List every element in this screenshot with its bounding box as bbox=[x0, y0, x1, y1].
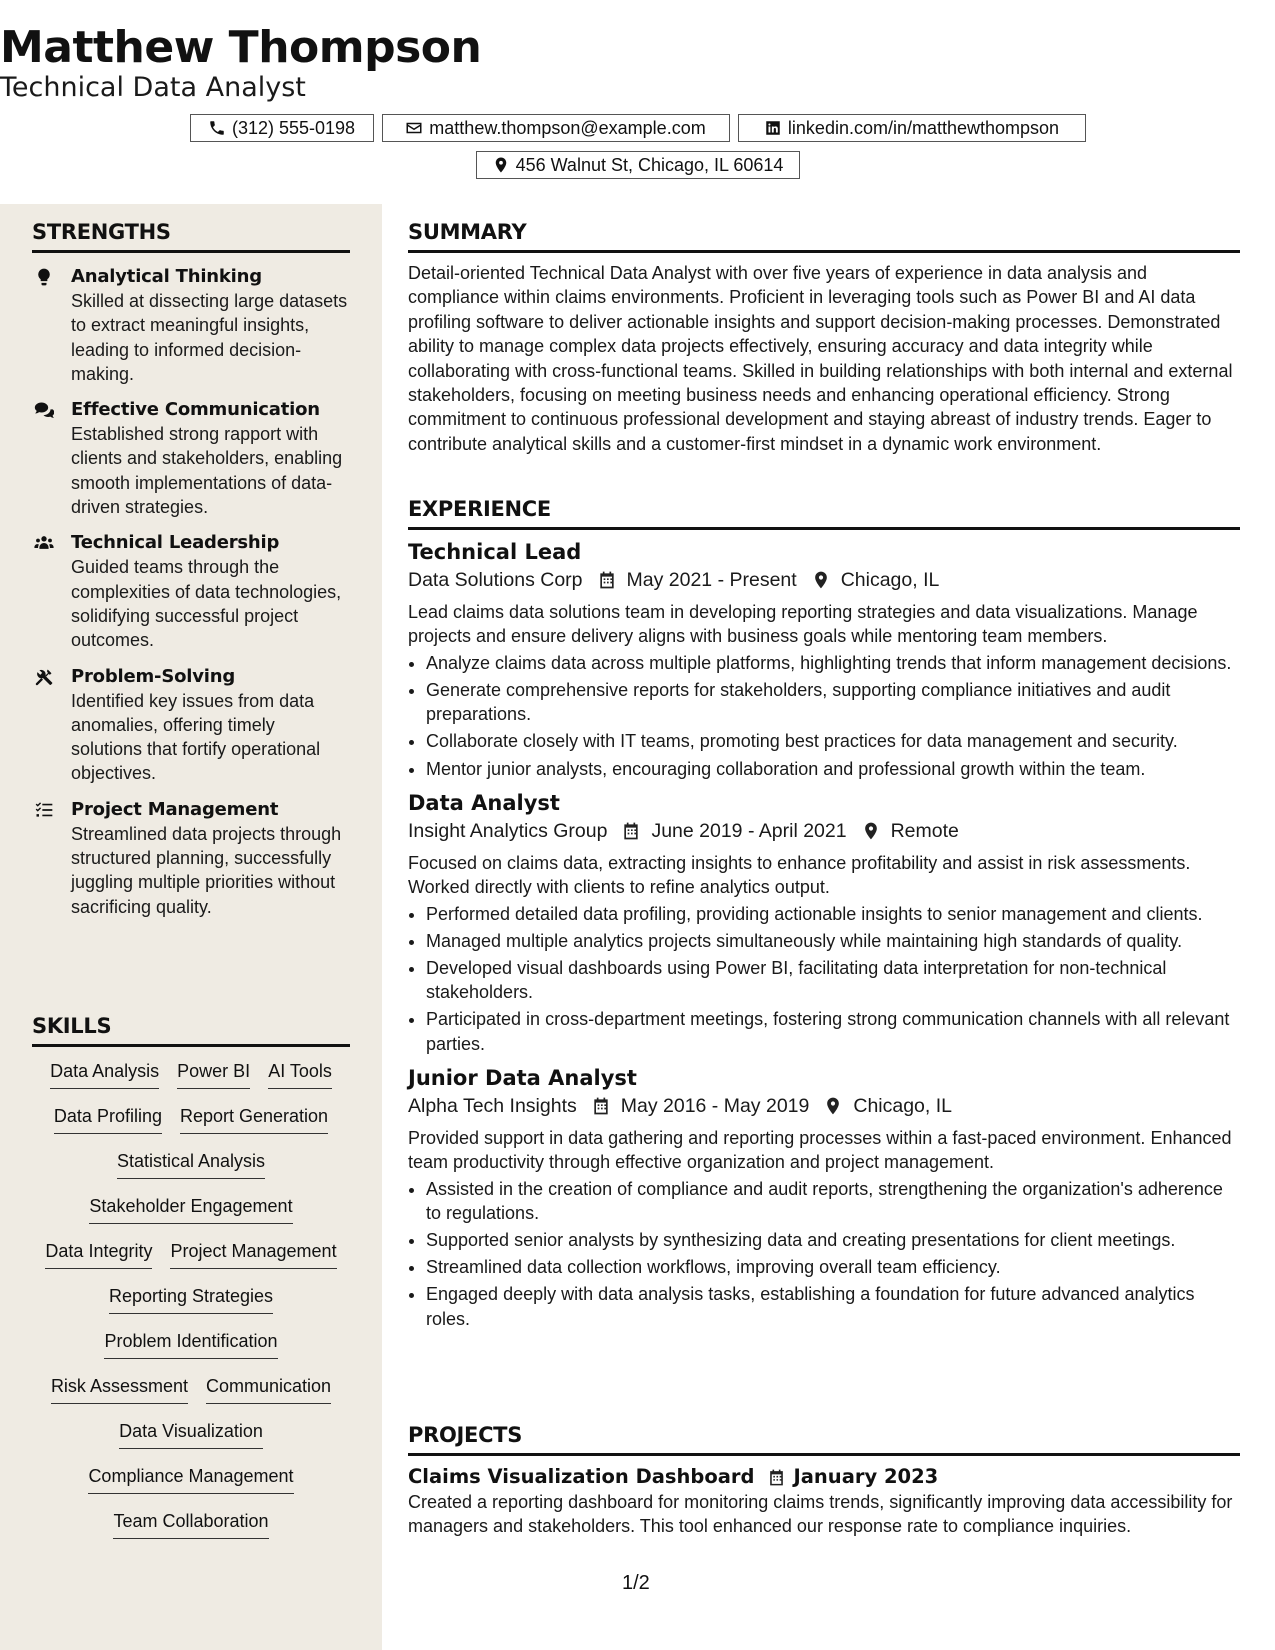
job-bullet: • Analyze claims data across multiple platforms, highlighting trends that inform management decisions. bbox=[426, 651, 1240, 675]
candidate-name: Matthew Thompson bbox=[0, 22, 482, 73]
tasks-icon bbox=[34, 800, 54, 820]
project-header bbox=[408, 1464, 1240, 1490]
users-cog-icon bbox=[34, 533, 54, 553]
job-dates: May 2016 - May 2019 bbox=[620, 1094, 810, 1117]
project-description: Created a reporting dashboard for monitoring claims trends, significantly improving data accessibility for managers and stakeholders. This tool enhanced our response rate to compliance inquiries. bbox=[408, 1492, 1233, 1537]
skill-row bbox=[32, 1059, 350, 1104]
calendar-icon bbox=[591, 1096, 611, 1116]
page-number: 1/2 bbox=[622, 1572, 650, 1594]
skill-tag: AI Tools bbox=[268, 1059, 332, 1089]
skill-tag: Reporting Strategies bbox=[109, 1284, 273, 1314]
strength-description: Guided teams through the complexities of data technologies, solidifying successful project outcomes. bbox=[71, 557, 342, 651]
phone-icon bbox=[208, 119, 226, 137]
strengths-heading: STRENGTHS bbox=[32, 220, 350, 253]
skills-list bbox=[32, 1059, 350, 1554]
job-title: Technical Lead bbox=[408, 540, 582, 564]
job-meta bbox=[408, 817, 1240, 845]
skill-tag: Stakeholder Engagement bbox=[89, 1194, 292, 1224]
project-date: January 2023 bbox=[793, 1465, 939, 1488]
email-text: matthew.thompson@example.com bbox=[429, 117, 706, 138]
strength-title: Effective Communication bbox=[71, 399, 320, 421]
summary-text: Detail-oriented Technical Data Analyst with over five years of experience in data analysis and compliance within claims environments. Proficient in leveraging tools such as Power BI and AI data profiling software to deliver actionable insights and support decision-making processes. Demonstrated ability to manage complex data projects effectively, ensuring accuracy and data integrity while collaborating with cross-functional teams. Skilled in building relationships with both internal and external stakeholders, focusing on meeting business needs and enhancing operational efficiency. Strong commitment to continuous professional development and staying abreast of industry trends. Eager to contribute analytical skills and a customer-first mindset in a dynamic work environment. bbox=[408, 263, 1233, 454]
job-bullet: • Assisted in the creation of compliance and audit reports, strengthening the organization's adherence to regulations. bbox=[426, 1177, 1240, 1225]
skill-row bbox=[32, 1149, 350, 1194]
candidate-title: Technical Data Analyst bbox=[0, 72, 306, 103]
job-bullets bbox=[408, 651, 1240, 781]
job-summary: Lead claims data solutions team in developing reporting strategies and data visualizations. Manage projects and ensure delivery aligns with business goals while mentoring team members. bbox=[408, 602, 1198, 647]
job-dates: May 2021 - Present bbox=[626, 569, 797, 591]
comments-icon bbox=[34, 400, 54, 420]
linkedin-contact[interactable] bbox=[738, 114, 1086, 142]
strength-title: Analytical Thinking bbox=[71, 266, 262, 287]
job-bullet: • Performed detailed data profiling, providing actionable insights to senior management and clients. bbox=[426, 902, 1240, 926]
job-meta bbox=[408, 566, 1240, 594]
job-bullets bbox=[408, 1177, 1240, 1331]
skill-row bbox=[32, 1239, 350, 1284]
strength-description: Established strong rapport with clients and stakeholders, enabling smooth implementations of data-driven strategies. bbox=[71, 424, 343, 518]
job-bullet: • Mentor junior analysts, encouraging collaboration and professional growth within the team. bbox=[426, 757, 1240, 781]
strength-title: Technical Leadership bbox=[71, 532, 280, 554]
strength-description: Identified key issues from data anomalies, offering timely solutions that fortify operational objectives. bbox=[71, 690, 321, 784]
job-location: Chicago, IL bbox=[840, 569, 940, 591]
project-entry bbox=[408, 1464, 1240, 1539]
skill-tag: Problem Identification bbox=[104, 1329, 277, 1359]
company-name: Insight Analytics Group bbox=[408, 819, 608, 842]
company-name: Alpha Tech Insights bbox=[408, 1094, 577, 1117]
summary-section bbox=[408, 220, 1240, 456]
map-marker-icon bbox=[861, 821, 881, 841]
job-entry bbox=[408, 538, 1240, 781]
strength-title: Project Management bbox=[71, 798, 279, 820]
skills-section bbox=[32, 1014, 350, 1554]
skill-row bbox=[32, 1284, 350, 1329]
strength-item bbox=[32, 265, 350, 386]
skill-tag: Data Integrity bbox=[45, 1239, 152, 1269]
tools-icon bbox=[34, 667, 54, 687]
skill-row bbox=[32, 1374, 350, 1419]
job-bullet: • Engaged deeply with data analysis tasks, establishing a foundation for future advanced analytics roles. bbox=[426, 1282, 1240, 1330]
calendar-icon bbox=[621, 821, 641, 841]
skill-row bbox=[32, 1509, 350, 1554]
address-contact bbox=[476, 151, 800, 179]
strength-item bbox=[32, 531, 350, 652]
strength-title: Problem-Solving bbox=[71, 665, 236, 687]
project-title: Claims Visualization Dashboard bbox=[408, 1465, 755, 1488]
strength-item bbox=[32, 398, 350, 519]
address-text: 456 Walnut St, Chicago, IL 60614 bbox=[515, 154, 784, 175]
skill-row bbox=[32, 1329, 350, 1374]
job-bullet: • Streamlined data collection workflows, improving overall team efficiency. bbox=[426, 1255, 1240, 1279]
job-summary: Provided support in data gathering and reporting processes within a fast-paced environment. Enhanced team productivity through effective organization and project management. bbox=[408, 1127, 1232, 1173]
skill-row bbox=[32, 1419, 350, 1464]
job-title: Junior Data Analyst bbox=[408, 1065, 637, 1090]
job-entry bbox=[408, 1064, 1240, 1331]
job-bullet: • Developed visual dashboards using Power BI, facilitating data interpretation for non-technical stakeholders. bbox=[426, 956, 1240, 1004]
calendar-icon bbox=[597, 570, 617, 590]
map-marker-icon bbox=[492, 156, 510, 174]
summary-heading: SUMMARY bbox=[408, 220, 1240, 253]
job-entry bbox=[408, 789, 1240, 1056]
skill-tag: Risk Assessment bbox=[51, 1374, 188, 1404]
job-bullet: • Generate comprehensive reports for stakeholders, supporting compliance initiatives and audit preparations. bbox=[426, 678, 1240, 726]
phone-text: (312) 555-0198 bbox=[231, 117, 356, 138]
email-contact[interactable] bbox=[382, 114, 730, 142]
job-bullet: • Managed multiple analytics projects simultaneously while maintaining high standards of quality. bbox=[426, 929, 1240, 953]
lightbulb-icon bbox=[34, 267, 54, 287]
job-bullet: • Collaborate closely with IT teams, promoting best practices for data management and security. bbox=[426, 729, 1240, 753]
company-name: Data Solutions Corp bbox=[408, 569, 583, 591]
skill-tag: Compliance Management bbox=[88, 1464, 293, 1494]
job-location: Chicago, IL bbox=[853, 1094, 953, 1117]
job-summary: Focused on claims data, extracting insights to enhance profitability and assist in risk assessments. Worked directly with clients to refine analytics output. bbox=[408, 852, 1191, 898]
contact-row bbox=[0, 114, 1275, 142]
skill-row bbox=[32, 1194, 350, 1239]
experience-heading: EXPERIENCE bbox=[408, 497, 1240, 530]
linkedin-icon bbox=[764, 119, 782, 137]
strength-item bbox=[32, 665, 350, 786]
phone-contact[interactable] bbox=[190, 114, 374, 142]
map-marker-icon bbox=[811, 570, 831, 590]
job-title: Data Analyst bbox=[408, 790, 560, 815]
skill-tag: Project Management bbox=[170, 1239, 336, 1269]
strengths-section bbox=[32, 220, 350, 919]
skill-tag: Data Visualization bbox=[119, 1419, 263, 1449]
skill-tag: Power BI bbox=[177, 1059, 250, 1089]
experience-section bbox=[408, 497, 1240, 1334]
strength-item bbox=[32, 798, 350, 919]
job-bullet: • Supported senior analysts by synthesizing data and creating presentations for client meetings. bbox=[426, 1228, 1240, 1252]
skills-heading: SKILLS bbox=[32, 1014, 350, 1047]
calendar-icon bbox=[767, 1468, 786, 1487]
job-bullets bbox=[408, 902, 1240, 1056]
skill-tag: Communication bbox=[206, 1374, 331, 1404]
projects-heading: PROJECTS bbox=[408, 1423, 1240, 1456]
skill-tag: Statistical Analysis bbox=[117, 1149, 265, 1179]
projects-section bbox=[408, 1423, 1240, 1539]
envelope-icon bbox=[405, 119, 423, 137]
job-meta bbox=[408, 1092, 1240, 1120]
contact-row-2 bbox=[0, 151, 1275, 179]
skill-tag: Team Collaboration bbox=[113, 1509, 268, 1539]
map-marker-icon bbox=[823, 1096, 843, 1116]
strength-description: Streamlined data projects through structured planning, successfully juggling multiple priorities without sacrificing quality. bbox=[71, 823, 342, 917]
strength-description: Skilled at dissecting large datasets to extract meaningful insights, leading to informed decision-making. bbox=[71, 291, 348, 384]
job-location: Remote bbox=[890, 819, 959, 842]
skill-tag: Report Generation bbox=[180, 1104, 328, 1134]
skill-tag: Data Profiling bbox=[54, 1104, 162, 1134]
skill-tag: Data Analysis bbox=[50, 1059, 159, 1089]
skill-row bbox=[32, 1464, 350, 1509]
linkedin-text: linkedin.com/in/matthewthompson bbox=[787, 117, 1060, 138]
skill-row bbox=[32, 1104, 350, 1149]
job-dates: June 2019 - April 2021 bbox=[651, 819, 847, 842]
job-bullet: • Participated in cross-department meetings, fostering strong communication channels with all relevant parties. bbox=[426, 1007, 1240, 1055]
